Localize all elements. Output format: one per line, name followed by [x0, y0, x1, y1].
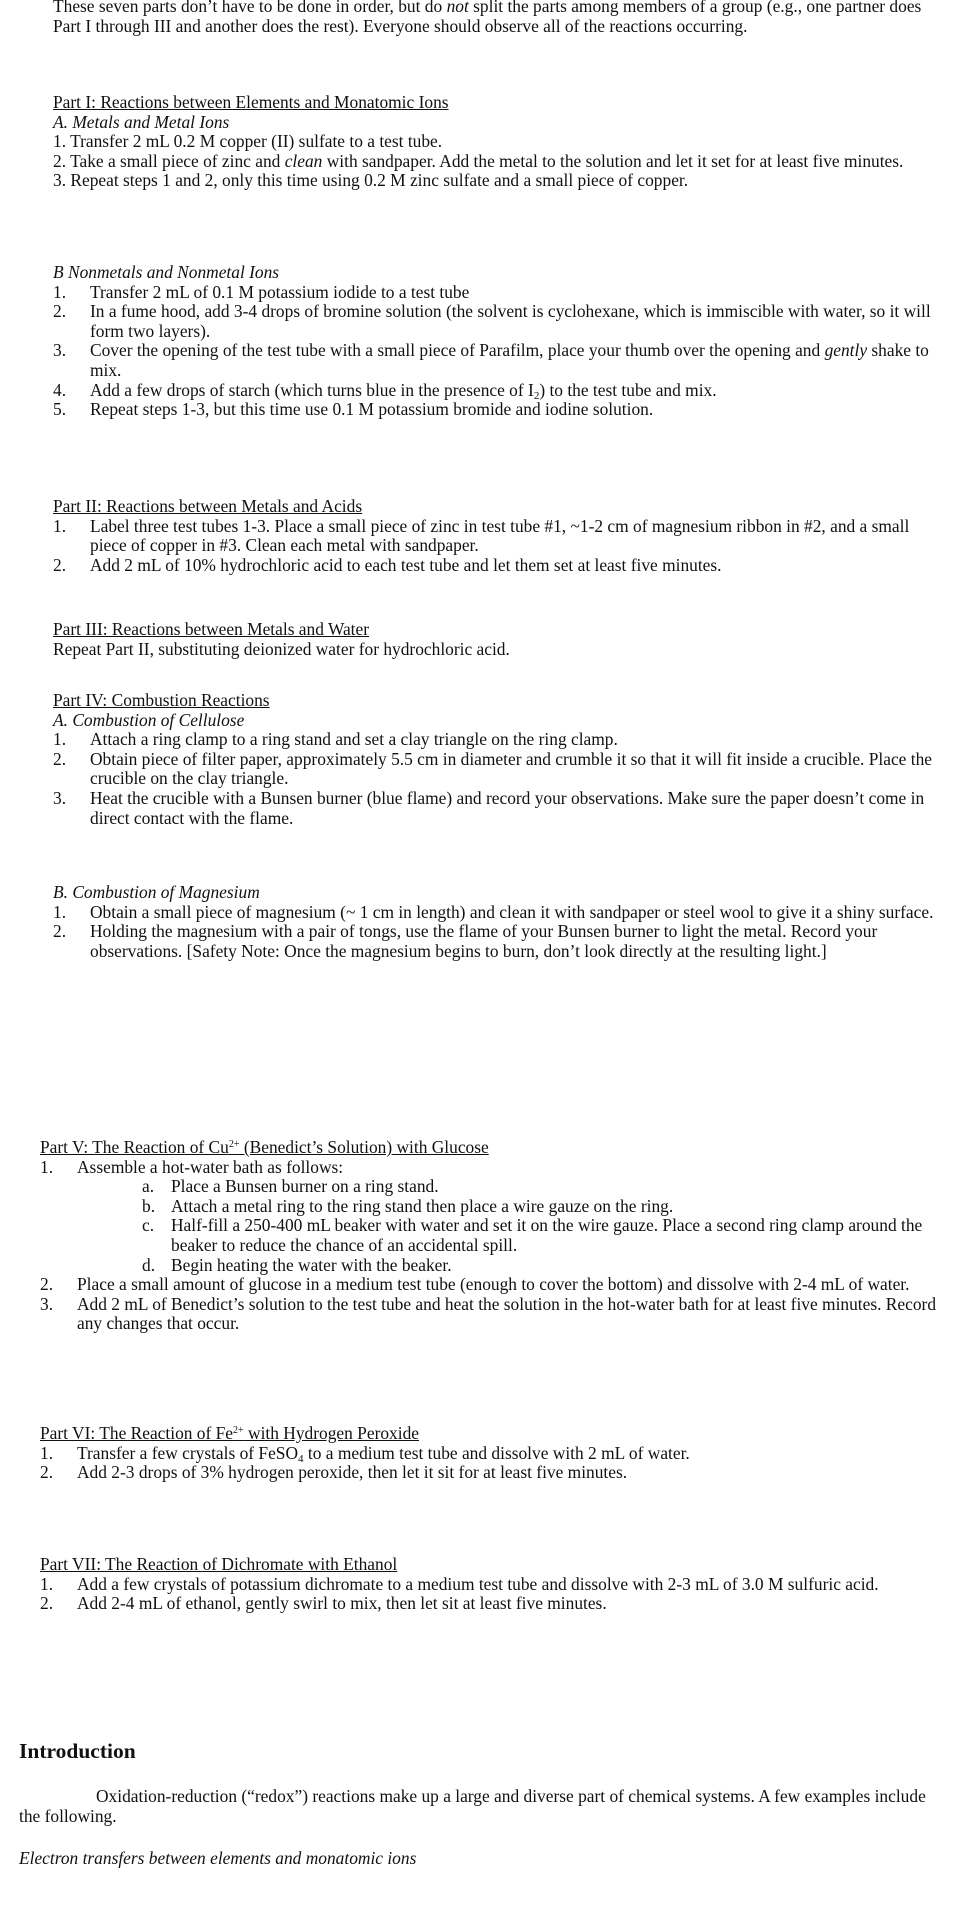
- list-item: 3. Heat the crucible with a Bunsen burner (blue flame) and record your observations. Make sure the paper doesn’t come in direct contact with the flame.: [53, 787, 925, 828]
- list-item: 1. Transfer a few crystals of FeSO$_4$ to a medium test tube and dissolve with 2 mL of water.: [40, 1442, 690, 1465]
- list-item: 1. Transfer 2 mL of 0.1 M potassium iodide to a test tube: [53, 281, 470, 302]
- part1-a-step: 1. Transfer 2 mL 0.2 M copper (II) sulfate to a test tube.: [53, 131, 443, 152]
- part1-b-section: [53, 263, 943, 420]
- part5-section: [40, 1138, 943, 1334]
- list-item: 2. Obtain piece of filter paper, approximately 5.5 cm in diameter and crumble it so that it will fit inside a crucible. Place the crucible on the clay triangle.: [53, 748, 932, 789]
- introduction-subheading: Electron transfers between elements and monatomic ions: [19, 1848, 417, 1869]
- part5-title: Part V: The Reaction of $Cu^{2+}$ (Benedict’s Solution) with Glucose: [40, 1137, 489, 1157]
- introduction-heading: Introduction: [19, 1739, 136, 1763]
- part1-section: [53, 93, 943, 191]
- part7-title: Part VII: The Reaction of Dichromate with Ethanol: [40, 1554, 398, 1574]
- part4-section: [53, 691, 943, 828]
- part3-text: Repeat Part II, substituting deionized water for hydrochloric acid.: [53, 638, 510, 659]
- list-item: b. Attach a metal ring to the ring stand then place a wire gauze on the ring.: [142, 1195, 674, 1216]
- part3-section: [53, 620, 943, 659]
- part4-title: Part IV: Combustion Reactions: [53, 690, 270, 710]
- introduction-paragraph: Oxidation-reduction (“redox”) reactions make up a large and diverse part of chemical systems. A few examples include the following.: [19, 1786, 926, 1826]
- list-item: 2. Holding the magnesium with a pair of tongs, use the flame of your Bunsen burner to light the metal. Record your observations. [Safety Note: Once the magnesium begins to burn, don’t look directly at the resulting light.]: [53, 921, 878, 961]
- list-item: 2. In a fume hood, add 3-4 drops of bromine solution (the solvent is cyclohexane, which is immiscible with water, so it will form two layers).: [53, 301, 931, 341]
- list-item: 3. Add 2 mL of Benedict’s solution to the test tube and heat the solution in the hot-water bath for at least five minutes. Record any changes that occur.: [40, 1293, 937, 1334]
- part4-b-title: B. Combustion of Magnesium: [53, 882, 260, 902]
- list-item: a. Place a Bunsen burner on a ring stand.: [142, 1176, 439, 1197]
- list-item: 1. Attach a ring clamp to a ring stand and set a clay triangle on the ring clamp.: [53, 729, 618, 750]
- part1-b-title: B Nonmetals and Nonmetal Ions: [53, 262, 280, 282]
- part1-a-title: A. Metals and Metal Ions: [53, 111, 230, 132]
- introduction-section: [19, 1738, 949, 1869]
- list-item: 1. Assemble a hot-water bath as follows:: [40, 1156, 344, 1177]
- list-item: d. Begin heating the water with the beaker.: [142, 1254, 452, 1275]
- part3-title: Part III: Reactions between Metals and Water: [53, 619, 370, 639]
- part4-a-title: A. Combustion of Cellulose: [53, 709, 245, 730]
- part1-title: Part I: Reactions between Elements and Monatomic Ions: [53, 92, 449, 112]
- list-item: 2. Add 2-4 mL of ethanol, gently swirl to mix, then let sit at least five minutes.: [40, 1593, 607, 1614]
- part2-section: [53, 497, 943, 575]
- intro-paragraph: These seven parts don’t have to be done in order, but do not split the parts among members of a group (e.g., one partner does Part I through III and another does the rest). Everyone should observe all of the reactions occurring.: [53, 0, 922, 36]
- part4-b-section: [53, 883, 943, 961]
- list-item: 1. Label three test tubes 1-3. Place a small piece of zinc in test tube #1, ~1-2 cm of magnesium ribbon in #2, and a small piece of copper in #3. Clean each metal with sandpaper.: [53, 515, 910, 556]
- list-item: 2. Add 2 mL of 10% hydrochloric acid to each test tube and let them set at least five minutes.: [53, 554, 722, 575]
- part2-title: Part II: Reactions between Metals and Acids: [53, 496, 363, 516]
- list-item: 5. Repeat steps 1-3, but this time use 0.1 M potassium bromide and iodine solution.: [53, 399, 654, 420]
- list-item: 4. Add a few drops of starch (which turns blue in the presence of $I_2$) to the test tube and mix.: [53, 379, 717, 402]
- list-item: 1. Obtain a small piece of magnesium (~ 1 cm in length) and clean it with sandpaper or steel wool to give it a shiny surface.: [53, 901, 934, 922]
- part6-title: Part VI: The Reaction of $Fe^{2+}$ with Hydrogen Peroxide: [40, 1423, 419, 1443]
- list-item: 3. Cover the opening of the test tube with a small piece of Parafilm, place your thumb over the opening and gently shake to mix.: [53, 340, 929, 380]
- part6-section: [40, 1424, 943, 1483]
- part1-a-step: 3. Repeat steps 1 and 2, only this time using 0.2 M zinc sulfate and a small piece of copper.: [53, 170, 689, 191]
- list-item: 2. Add 2-3 drops of 3% hydrogen peroxide, then let it sit for at least five minutes.: [40, 1462, 628, 1483]
- part7-section: [40, 1555, 943, 1614]
- list-item: c. Half-fill a 250-400 mL beaker with water and set it on the wire gauze. Place a second ring clamp around the beaker to reduce the chance of an accidental spill.: [142, 1215, 923, 1255]
- list-item: 2. Place a small amount of glucose in a medium test tube (enough to cover the bottom) and dissolve with 2-4 mL of water.: [40, 1274, 910, 1295]
- list-item: 1. Add a few crystals of potassium dichromate to a medium test tube and dissolve with 2-3 mL of 3.0 M sulfuric acid.: [40, 1573, 879, 1594]
- part1-a-step: 2. Take a small piece of zinc and clean with sandpaper. Add the metal to the solution and let it set for at least five minutes.: [53, 150, 904, 171]
